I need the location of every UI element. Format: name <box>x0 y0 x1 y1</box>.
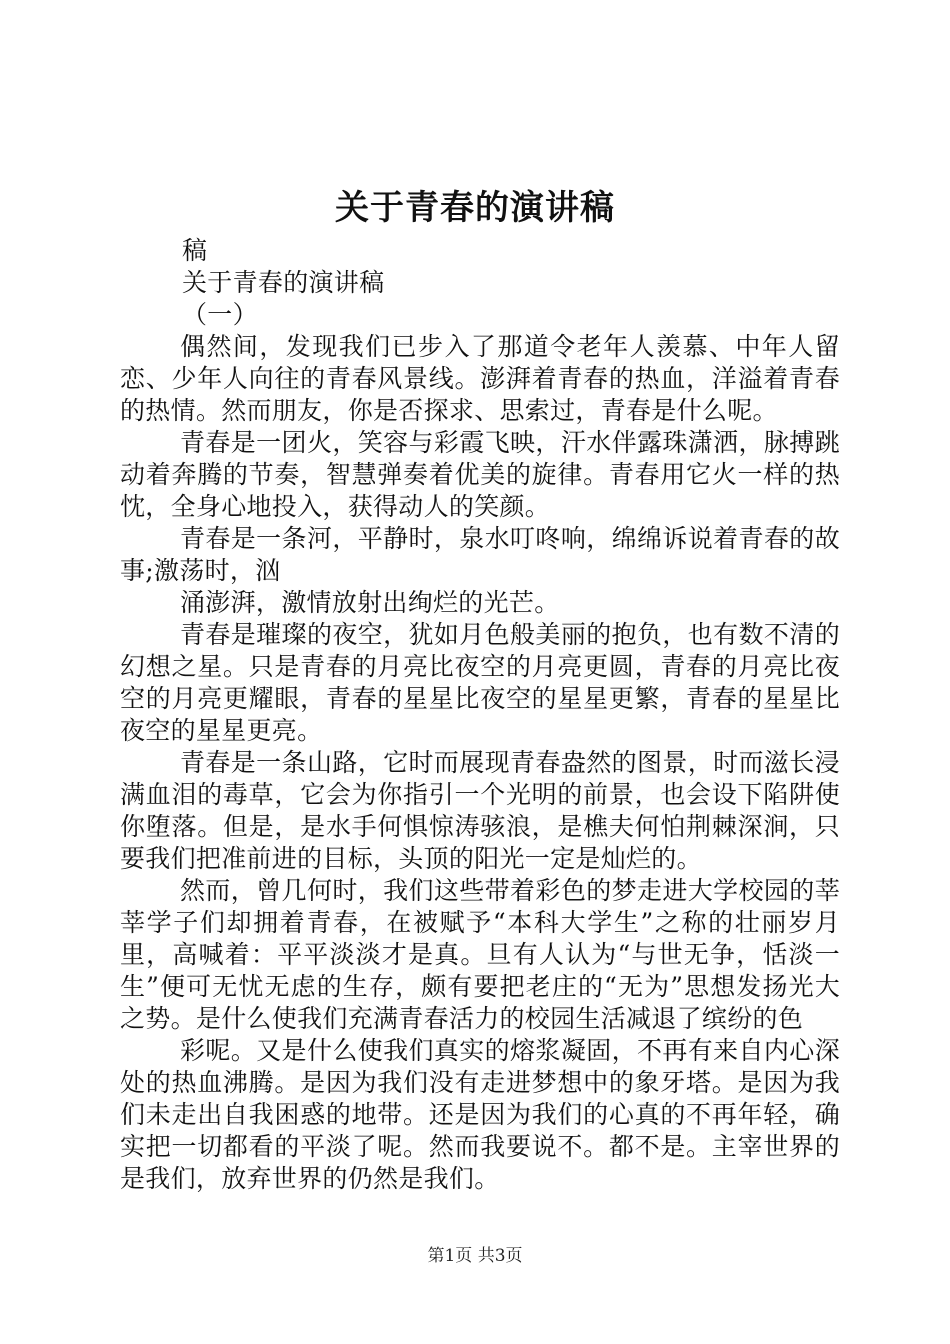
page-number-footer: 第1页 共3页 <box>427 1246 523 1266</box>
paragraph: （一） <box>182 300 258 329</box>
document-body <box>120 235 840 1195</box>
paragraph: 青春是一条山路，它时而展现青春盎然的图景，时而滋长浸满血泪的毒草，它会为你指引一个光明的前景，也会设下陷阱使你堕落。但是，是水手何惧惊涛骇浪，是樵夫何怕荆棘深涧，只要我们把准前进的目标，头顶的阳光一定是灿烂的。 <box>120 748 840 873</box>
paragraph: 偶然间，发现我们已步入了那道令老年人羡慕、中年人留恋、少年人向往的青春风景线。澎湃着青春的热血，洋溢着青春的热情。然而朋友，你是否探求、思索过，青春是什么呢。 <box>120 332 840 425</box>
paragraph: 青春是一团火，笑容与彩霞飞映，汗水伴露珠潇洒，脉搏跳动着奔腾的节奏，智慧弹奏着优美的旋律。青春用它火一样的热忱，全身心地投入，获得动人的笑颜。 <box>120 428 840 521</box>
paragraph: 青春是一条河，平静时，泉水叮咚响，绵绵诉说着青春的故事;激荡时，汹 <box>120 524 840 585</box>
paragraph: 彩呢。又是什么使我们真实的熔浆凝固，不再有来自内心深处的热血沸腾。是因为我们没有走进梦想中的象牙塔。是因为我们未走出自我困惑的地带。还是因为我们的心真的不再年轻，确实把一切都看的平淡了呢。然而我要说不。都不是。主宰世界的是我们，放弃世界的仍然是我们。 <box>120 1036 840 1193</box>
paragraph: 关于青春的演讲稿 <box>182 268 385 297</box>
document-title: 关于青春的演讲稿 <box>335 188 615 228</box>
paragraph: 稿 <box>182 236 208 265</box>
paragraph: 青春是璀璨的夜空，犹如月色般美丽的抱负，也有数不清的幻想之星。只是青春的月亮比夜空的月亮更圆，青春的月亮比夜空的月亮更耀眼，青春的星星比夜空的星星更繁，青春的星星比夜空的星星更亮。 <box>120 620 840 745</box>
paragraph: 涌澎湃，激情放射出绚烂的光芒。 <box>180 588 560 617</box>
paragraph: 然而，曾几何时，我们这些带着彩色的梦走进大学校园的莘莘学子们却拥着青春，在被赋予“本科大学生”之称的壮丽岁月里，高喊着：平平淡淡才是真。旦有人认为“与世无争，恬淡一生”便可无忧无虑的生存，颇有要把老庄的“无为”思想发扬光大之势。是什么使我们充满青春活力的校园生活减退了缤纷的色 <box>120 876 840 1033</box>
